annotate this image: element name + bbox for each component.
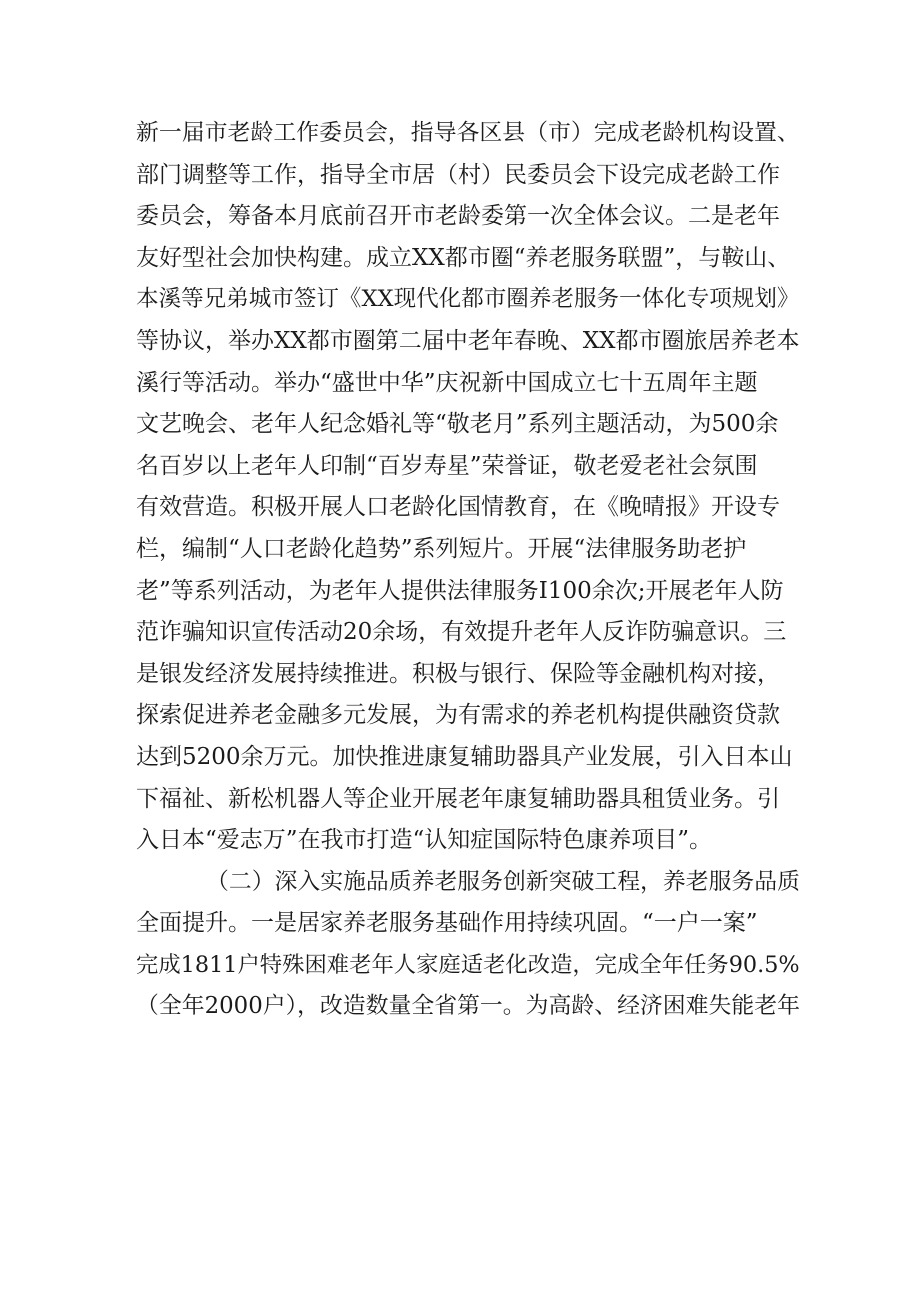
- text-line: 全面提升。一是居家养老服务基础作用持续巩固。“一户一案”: [136, 910, 758, 937]
- text-line: 探索促进养老金融多元发展，为有需求的养老机构提供融资贷款: [136, 702, 780, 729]
- text-line: 下福祉、新松机器人等企业开展老年康复辅助器具租赁业务。引: [136, 785, 780, 812]
- text-line: 达到5200余万元。加快推进康复辅助器具产业发展，引入日本山: [136, 743, 793, 770]
- text-line: 名百岁以上老年人印制“百岁寿星”荣誉证，敬老爱老社会氛围: [136, 452, 758, 479]
- text-line: 本溪等兄弟城市签订《XX现代化都市圈养老服务一体化专项规划》: [136, 286, 800, 313]
- text-line: 完成1811户特殊困难老年人家庭适老化改造，完成全年任务90.5%: [136, 951, 800, 978]
- text-line: 老”等系列活动，为老年人提供法律服务I100余次;开展老年人防: [136, 577, 784, 604]
- text-line: 溪行等活动。举办“盛世中华”庆祝新中国成立七十五周年主题: [136, 369, 758, 396]
- text-line: 范诈骗知识宣传活动20余场，有效提升老年人反诈防骗意识。三: [136, 619, 787, 646]
- text-line: 是银发经济发展持续推进。积极与银行、保险等金融机构对接，: [136, 660, 780, 687]
- text-line: 文艺晚会、老年人纪念婚礼等“敬老月”系列主题活动，为500余: [136, 411, 779, 438]
- text-line: 友好型社会加快构建。成立XX都市圈“养老服务联盟”，与鞍山、: [136, 244, 791, 271]
- text-line: 委员会，筹备本月底前召开市老龄委第一次全体会议。二是老年: [136, 203, 780, 230]
- text-line: 部门调整等工作，指导全市居（村）民委员会下设完成老龄工作: [136, 161, 780, 188]
- text-line: 入日本“爱志万”在我市打造“认知症国际特色康养项目”。: [136, 827, 713, 854]
- text-line: （全年2000户），改造数量全省第一。为高龄、经济困难失能老年: [136, 993, 800, 1020]
- text-line: 有效营造。积极开展人口老龄化国情教育，在《晚晴报》开设专: [136, 494, 780, 521]
- text-line: （二）深入实施品质养老服务创新突破工程，养老服务品质: [206, 868, 800, 895]
- text-line: 新一届市老龄工作委员会，指导各区县（市）完成老龄机构设置、: [136, 120, 800, 146]
- text-line: 栏，编制“人口老龄化趋势”系列短片。开展“法律服务助老护: [136, 535, 747, 562]
- body-text: [136, 113, 800, 1028]
- text-line: 等协议，举办XX都市圈第二届中老年春晚、XX都市圈旅居养老本: [136, 327, 800, 354]
